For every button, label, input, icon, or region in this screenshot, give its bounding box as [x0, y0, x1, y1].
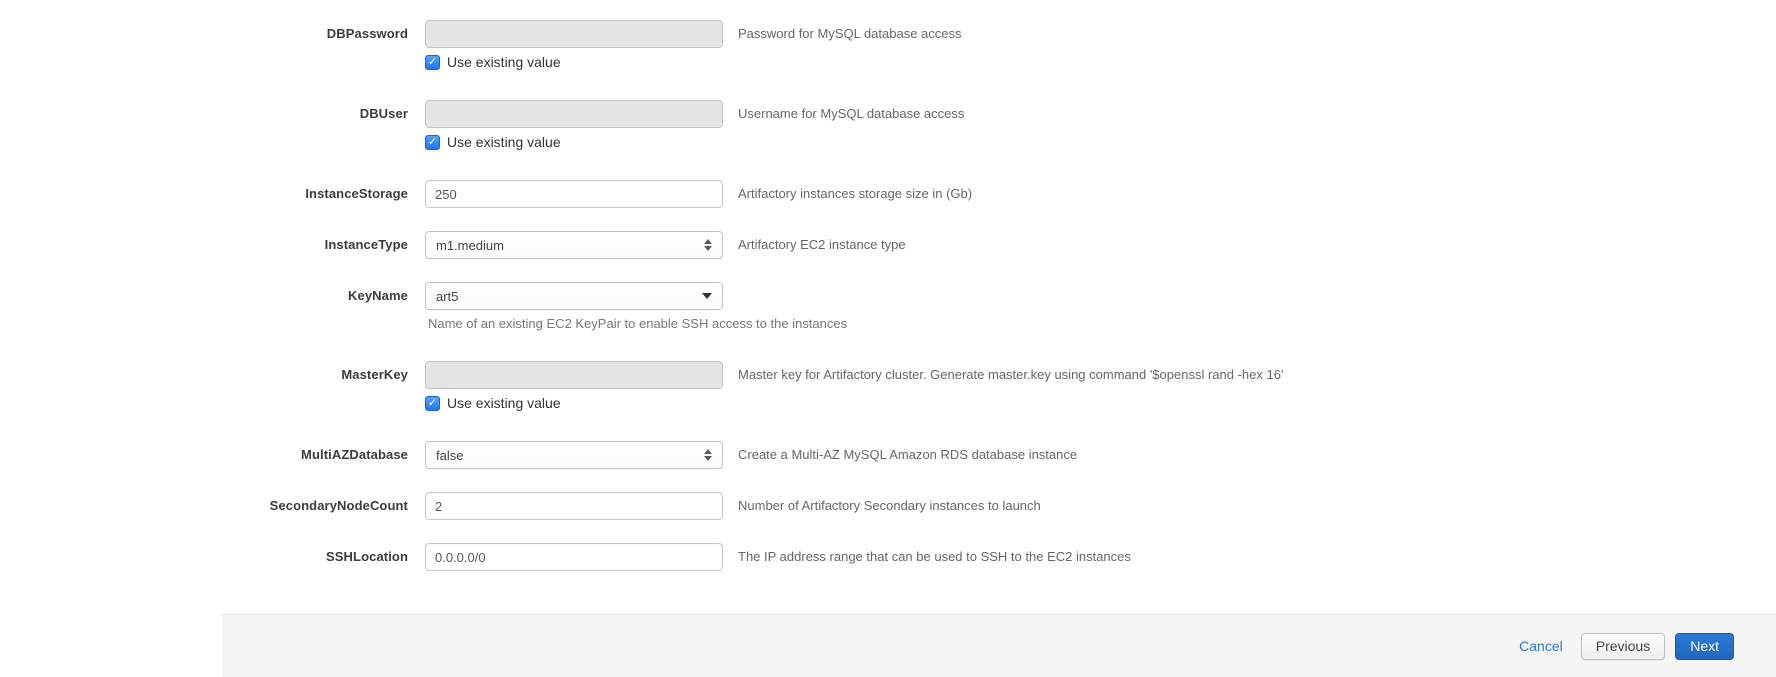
use-existing-value-label: Use existing value — [447, 54, 561, 70]
instancetype-control — [425, 231, 723, 259]
dbpassword-label: DBPassword — [326, 26, 408, 41]
secondarynodecount-input[interactable] — [425, 492, 723, 520]
dbpassword-use-existing — [425, 54, 723, 70]
dbuser-control — [425, 100, 723, 150]
sshlocation-control — [425, 543, 723, 571]
multiazdatabase-description: Create a Multi-AZ MySQL Amazon RDS database instance — [738, 447, 1078, 462]
keyname-help-text: Name of an existing EC2 KeyPair to enable SSH access to the instances — [428, 316, 848, 331]
dbuser-label: DBUser — [359, 106, 408, 121]
secondarynodecount-control — [425, 492, 723, 520]
checked-checkbox-icon[interactable]: ✓ — [425, 135, 440, 150]
sshlocation-label: SSHLocation — [326, 549, 408, 564]
dbuser-description: Username for MySQL database access — [738, 106, 965, 121]
dbpassword-description: Password for MySQL database access — [738, 26, 962, 41]
field-row-sshlocation — [0, 543, 1776, 571]
instancetype-select[interactable] — [425, 231, 723, 259]
instancestorage-input[interactable] — [425, 180, 723, 208]
dbuser-input[interactable] — [425, 100, 723, 128]
dbuser-use-existing — [425, 134, 723, 150]
secondarynodecount-description: Number of Artifactory Secondary instances to launch — [738, 498, 1041, 513]
use-existing-value-label: Use existing value — [447, 134, 561, 150]
masterkey-input[interactable] — [425, 361, 723, 389]
keyname-dropdown[interactable] — [425, 282, 723, 310]
instancetype-selected-value: m1.medium — [436, 237, 504, 253]
masterkey-label: MasterKey — [341, 367, 408, 382]
multiazdatabase-label: MultiAZDatabase — [301, 447, 408, 462]
multiazdatabase-select[interactable] — [425, 441, 723, 469]
dbpassword-control — [425, 20, 723, 70]
dbpassword-input[interactable] — [425, 20, 723, 48]
use-existing-value-label: Use existing value — [447, 395, 561, 411]
sshlocation-description: The IP address range that can be used to SSH to the EC2 instances — [738, 549, 1131, 564]
instancestorage-description: Artifactory instances storage size in (Gb) — [738, 186, 973, 201]
masterkey-control — [425, 361, 723, 411]
previous-button[interactable]: Previous — [1581, 633, 1665, 660]
instancestorage-control — [425, 180, 723, 208]
field-row-dbuser — [0, 100, 1776, 150]
sshlocation-input[interactable] — [425, 543, 723, 571]
keyname-selected-value: art5 — [436, 288, 459, 304]
multiazdatabase-selected-value: false — [436, 447, 464, 463]
chevron-down-icon — [702, 293, 712, 299]
masterkey-use-existing — [425, 395, 723, 411]
multiazdatabase-control — [425, 441, 723, 469]
select-stepper-icon — [704, 449, 712, 461]
next-button[interactable]: Next — [1675, 633, 1734, 660]
field-row-multiazdatabase — [0, 441, 1776, 469]
checked-checkbox-icon[interactable]: ✓ — [425, 396, 440, 411]
field-row-secondarynodecount — [0, 492, 1776, 520]
field-row-keyname — [0, 282, 1776, 331]
instancetype-label: InstanceType — [324, 237, 408, 252]
field-row-dbpassword — [0, 20, 1776, 70]
keyname-label: KeyName — [348, 288, 408, 303]
field-row-instancetype — [0, 231, 1776, 259]
keyname-control — [425, 282, 848, 331]
secondarynodecount-label: SecondaryNodeCount — [269, 498, 408, 513]
instancetype-description: Artifactory EC2 instance type — [738, 237, 906, 252]
wizard-footer — [222, 614, 1776, 677]
field-row-masterkey — [0, 361, 1776, 411]
cancel-link[interactable]: Cancel — [1519, 638, 1563, 654]
select-stepper-icon — [704, 239, 712, 251]
checked-checkbox-icon[interactable]: ✓ — [425, 55, 440, 70]
field-row-instancestorage — [0, 180, 1776, 208]
masterkey-description: Master key for Artifactory cluster. Generate master.key using command '$openssl rand -hex 16' — [738, 367, 1284, 382]
instancestorage-label: InstanceStorage — [305, 186, 408, 201]
